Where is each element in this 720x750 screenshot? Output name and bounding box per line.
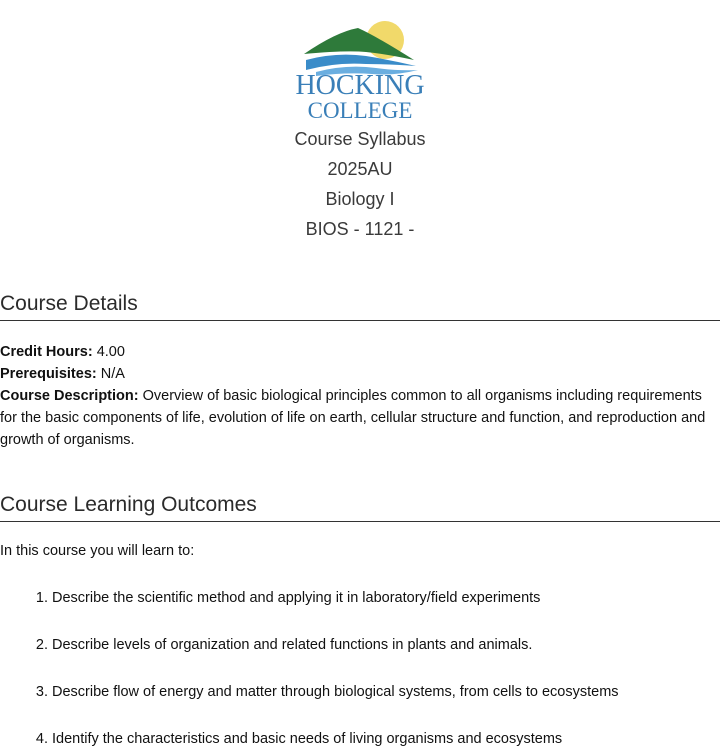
list-item: 4. Identify the characteristics and basic needs of living organisms and ecosystems: [52, 728, 720, 750]
course-title: Biology I: [325, 189, 395, 209]
list-item: 2. Describe levels of organization and related functions in plants and animals.: [52, 634, 720, 656]
credit-hours-value: 4.00: [96, 344, 125, 360]
course-code: BIOS - 1121 -: [305, 219, 415, 239]
logo-subname: COLLEGE: [307, 98, 413, 123]
learning-outcomes-list: [0, 587, 720, 750]
syllabus-header: [0, 14, 720, 244]
prerequisites-label: Prerequisites:: [0, 366, 97, 382]
logo-name: HOCKING: [295, 70, 425, 101]
course-details-section: [0, 290, 720, 451]
credit-hours-label: Credit Hours:: [0, 344, 93, 360]
course-description-value: Overview of basic biological principles common to all organisms including requirements for the basic components of life, evolution of life on earth, cellular structure and function, and reproduction and growth of organisms.: [0, 388, 706, 448]
list-item: 1. Describe the scientific method and applying it in laboratory/field experiments: [52, 587, 720, 609]
credit-hours: [0, 341, 720, 363]
course-description-label: Course Description:: [0, 388, 139, 404]
term: 2025AU: [327, 159, 393, 179]
course-description: [0, 385, 720, 451]
hocking-college-logo: [276, 14, 444, 124]
prerequisites: [0, 363, 720, 385]
learning-outcomes-section: [0, 491, 720, 750]
course-details-body: [0, 341, 720, 451]
doc-type: Course Syllabus: [294, 129, 426, 149]
section-title-course-details: Course Details: [0, 290, 720, 321]
prerequisites-value: N/A: [100, 366, 125, 382]
section-title-learning-outcomes: Course Learning Outcomes: [0, 491, 720, 522]
list-item: 3. Describe flow of energy and matter through biological systems, from cells to ecosystems: [52, 681, 720, 703]
learning-outcomes-intro: In this course you will learn to:: [0, 543, 195, 559]
